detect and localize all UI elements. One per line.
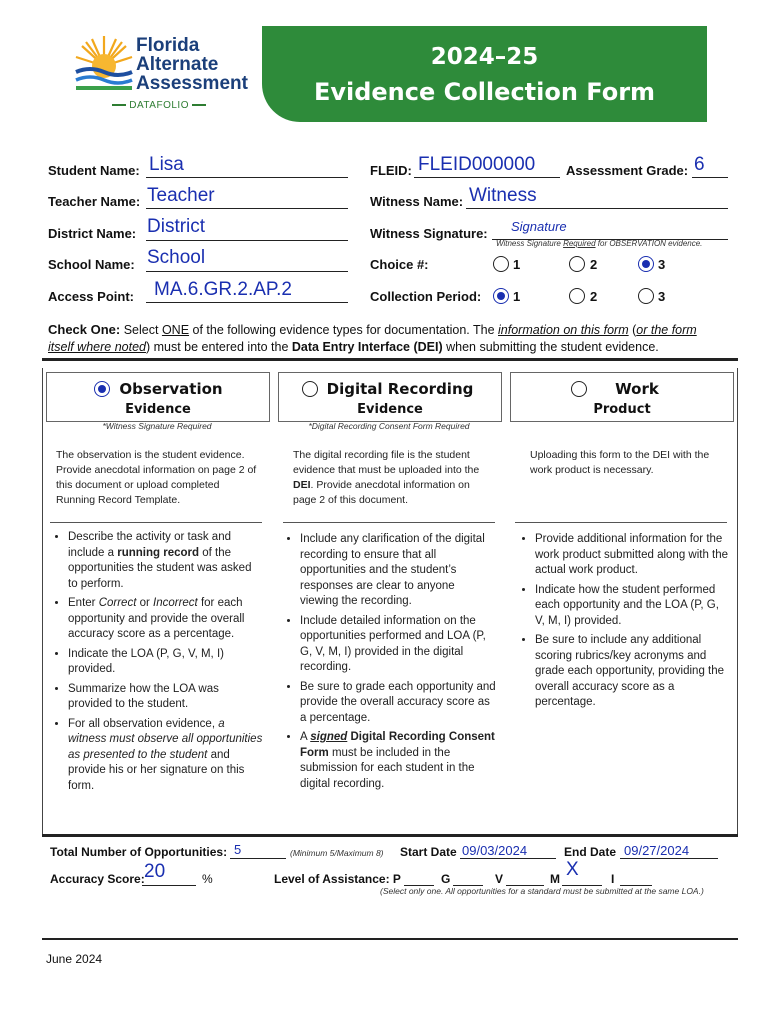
total-opportunities-field[interactable]: 5 bbox=[234, 842, 242, 857]
bottom-divider bbox=[42, 834, 738, 837]
loa-note: (Select only one. All opportunities for a standard must be submitted at the same LOA.) bbox=[380, 886, 704, 896]
list-item: • A signed Digital Recording Consent Form must be included in the submission for each student in the digital recording. bbox=[300, 730, 496, 792]
choice-3-radio[interactable] bbox=[638, 256, 654, 272]
school-name-field[interactable]: School bbox=[147, 247, 206, 268]
access-point-label: Access Point: bbox=[48, 289, 134, 304]
form-title: Evidence Collection Form bbox=[313, 78, 656, 106]
digital-recording-option[interactable] bbox=[278, 372, 502, 422]
access-point-line bbox=[146, 302, 348, 303]
observation-instructions bbox=[52, 530, 264, 798]
list-item: • Include any clarification of the digital recording to ensure that all opportunities and the student’s responses are clear to anyone viewing the recording. bbox=[300, 532, 496, 610]
form-year: 2024–25 bbox=[430, 44, 539, 70]
witness-name-field[interactable]: Witness bbox=[469, 185, 537, 206]
observation-description: The observation is the student evidence. Provide anecdotal information on page 2 of this document or upload completed Running Record Template. bbox=[56, 449, 257, 506]
observation-subtitle: Evidence bbox=[125, 402, 191, 417]
list-item: • Describe the activity or task and include a running record of the opportunities the student was asked to perform. bbox=[68, 530, 264, 592]
fleid-label: FLEID: bbox=[370, 163, 412, 178]
observation-title: Observation bbox=[119, 380, 223, 398]
title-banner bbox=[262, 26, 707, 122]
datafolio-label: DATAFOLIO bbox=[112, 100, 206, 111]
total-opportunities-label: Total Number of Opportunities: bbox=[50, 845, 228, 859]
period-2-label: 2 bbox=[590, 289, 598, 304]
list-item: • For all observation evidence, a witness must observe all opportunities as presented to the student and provide his or her signature on this form. bbox=[68, 717, 264, 795]
digital-recording-requirement: *Digital Recording Consent Form Required bbox=[308, 421, 470, 431]
footer-date: June 2024 bbox=[46, 952, 103, 966]
loa-v-label: V bbox=[495, 872, 504, 886]
district-name-line bbox=[146, 240, 348, 241]
logo bbox=[72, 30, 262, 112]
witness-signature-label: Witness Signature: bbox=[370, 226, 488, 241]
student-name-label: Student Name: bbox=[48, 163, 140, 178]
list-item: • Summarize how the LOA was provided to the student. bbox=[68, 682, 264, 713]
student-name-field[interactable]: Lisa bbox=[149, 154, 184, 175]
observation-divider bbox=[50, 522, 262, 523]
accuracy-score-label: Accuracy Score: bbox=[50, 872, 145, 886]
choice-3-label: 3 bbox=[658, 257, 666, 272]
period-2-radio[interactable] bbox=[569, 288, 585, 304]
work-product-subtitle: Product bbox=[593, 402, 651, 417]
logo-wordmark: Florida Alternate Assessment bbox=[136, 35, 248, 94]
teacher-name-line bbox=[146, 208, 348, 209]
list-item: • Provide additional information for the work product submitted along with the actual work product. bbox=[535, 532, 729, 579]
assessment-grade-field[interactable]: 6 bbox=[694, 154, 705, 175]
section-divider bbox=[42, 358, 738, 361]
district-name-label: District Name: bbox=[48, 226, 137, 241]
choice-label: Choice #: bbox=[370, 257, 429, 272]
list-item: • Indicate how the student performed each opportunity and the LOA (P, G, V, M, I) provided. bbox=[535, 583, 729, 630]
period-3-radio[interactable] bbox=[638, 288, 654, 304]
collection-period-label: Collection Period: bbox=[370, 289, 482, 304]
digital-recording-divider bbox=[283, 522, 495, 523]
witness-signature-note: Witness Signature Required for OBSERVATION evidence. bbox=[496, 239, 703, 248]
digital-recording-subtitle: Evidence bbox=[357, 402, 423, 417]
start-date-line bbox=[460, 858, 556, 859]
district-name-field[interactable]: District bbox=[147, 216, 206, 237]
accuracy-score-field[interactable]: 20 bbox=[144, 861, 166, 882]
start-date-field[interactable]: 09/03/2024 bbox=[462, 843, 528, 858]
student-name-line bbox=[146, 177, 348, 178]
witness-name-label: Witness Name: bbox=[370, 194, 464, 209]
assessment-grade-line bbox=[692, 177, 728, 178]
loa-m-mark[interactable]: X bbox=[566, 859, 579, 880]
fleid-line bbox=[414, 177, 560, 178]
accuracy-score-line bbox=[142, 885, 196, 886]
list-item: • Be sure to include any additional scoring rubrics/key acronyms and grade each opportunity, providing the overall accuracy score as a percentage. bbox=[535, 633, 729, 711]
footer-divider bbox=[42, 938, 738, 940]
teacher-name-field[interactable]: Teacher bbox=[147, 185, 215, 206]
choice-1-radio[interactable] bbox=[493, 256, 509, 272]
school-name-line bbox=[146, 271, 348, 272]
percent-sign: % bbox=[202, 872, 213, 886]
loa-g-label: G bbox=[441, 872, 451, 886]
loa-m-label: M bbox=[550, 872, 560, 886]
observation-option[interactable] bbox=[46, 372, 270, 422]
observation-requirement: *Witness Signature Required bbox=[102, 421, 212, 431]
end-date-field[interactable]: 09/27/2024 bbox=[624, 843, 690, 858]
work-product-divider bbox=[515, 522, 727, 523]
period-3-label: 3 bbox=[658, 289, 666, 304]
work-product-instructions bbox=[519, 532, 729, 715]
loa-i-label: I bbox=[611, 872, 615, 886]
choice-1-label: 1 bbox=[513, 257, 521, 272]
witness-signature-field[interactable]: Signature bbox=[511, 219, 567, 234]
access-point-field[interactable]: MA.6.GR.2.AP.2 bbox=[154, 279, 292, 300]
start-date-label: Start Date bbox=[400, 845, 457, 859]
end-date-line bbox=[620, 858, 718, 859]
assessment-grade-label: Assessment Grade: bbox=[566, 163, 689, 178]
check-one-instructions: Check One: Select ONE of the following evidence types for documentation. The information on this form (or the form itself where noted) must be entered into the Data Entry Interface (DEI) when submitting the student evidence. bbox=[48, 322, 697, 354]
end-date-label: End Date bbox=[564, 845, 617, 859]
digital-recording-description: The digital recording file is the student evidence that must be uploaded into the DEI. Provide anecdotal information on page 2 of this document. bbox=[293, 449, 480, 506]
min-max-note: (Minimum 5/Maximum 8) bbox=[290, 848, 384, 858]
period-1-radio[interactable] bbox=[493, 288, 509, 304]
period-1-label: 1 bbox=[513, 289, 521, 304]
list-item: • Be sure to grade each opportunity and provide the overall accuracy score as a percentage. bbox=[300, 680, 496, 727]
sunburst-logo-icon bbox=[72, 30, 136, 94]
school-name-label: School Name: bbox=[48, 257, 135, 272]
teacher-name-label: Teacher Name: bbox=[48, 194, 141, 209]
list-item: • Indicate the LOA (P, G, V, M, I) provided. bbox=[68, 647, 264, 678]
work-product-option[interactable] bbox=[510, 372, 734, 422]
total-opportunities-line bbox=[230, 858, 286, 859]
list-item: • Include detailed information on the opportunities performed and LOA (P, G, V, M, I) provided in the digital recording. bbox=[300, 614, 496, 676]
digital-recording-title: Digital Recording bbox=[326, 380, 474, 398]
work-product-description: Uploading this form to the DEI with the work product is necessary. bbox=[530, 449, 710, 476]
witness-name-line bbox=[466, 208, 728, 209]
fleid-field[interactable]: FLEID000000 bbox=[418, 154, 536, 175]
choice-2-radio[interactable] bbox=[569, 256, 585, 272]
digital-recording-instructions bbox=[284, 532, 496, 796]
list-item: • Enter Correct or Incorrect for each opportunity and provide the overall accuracy score as a percentage. bbox=[68, 596, 264, 643]
choice-2-label: 2 bbox=[590, 257, 598, 272]
work-product-title: Work bbox=[615, 380, 659, 398]
loa-label: Level of Assistance: P bbox=[274, 872, 401, 886]
